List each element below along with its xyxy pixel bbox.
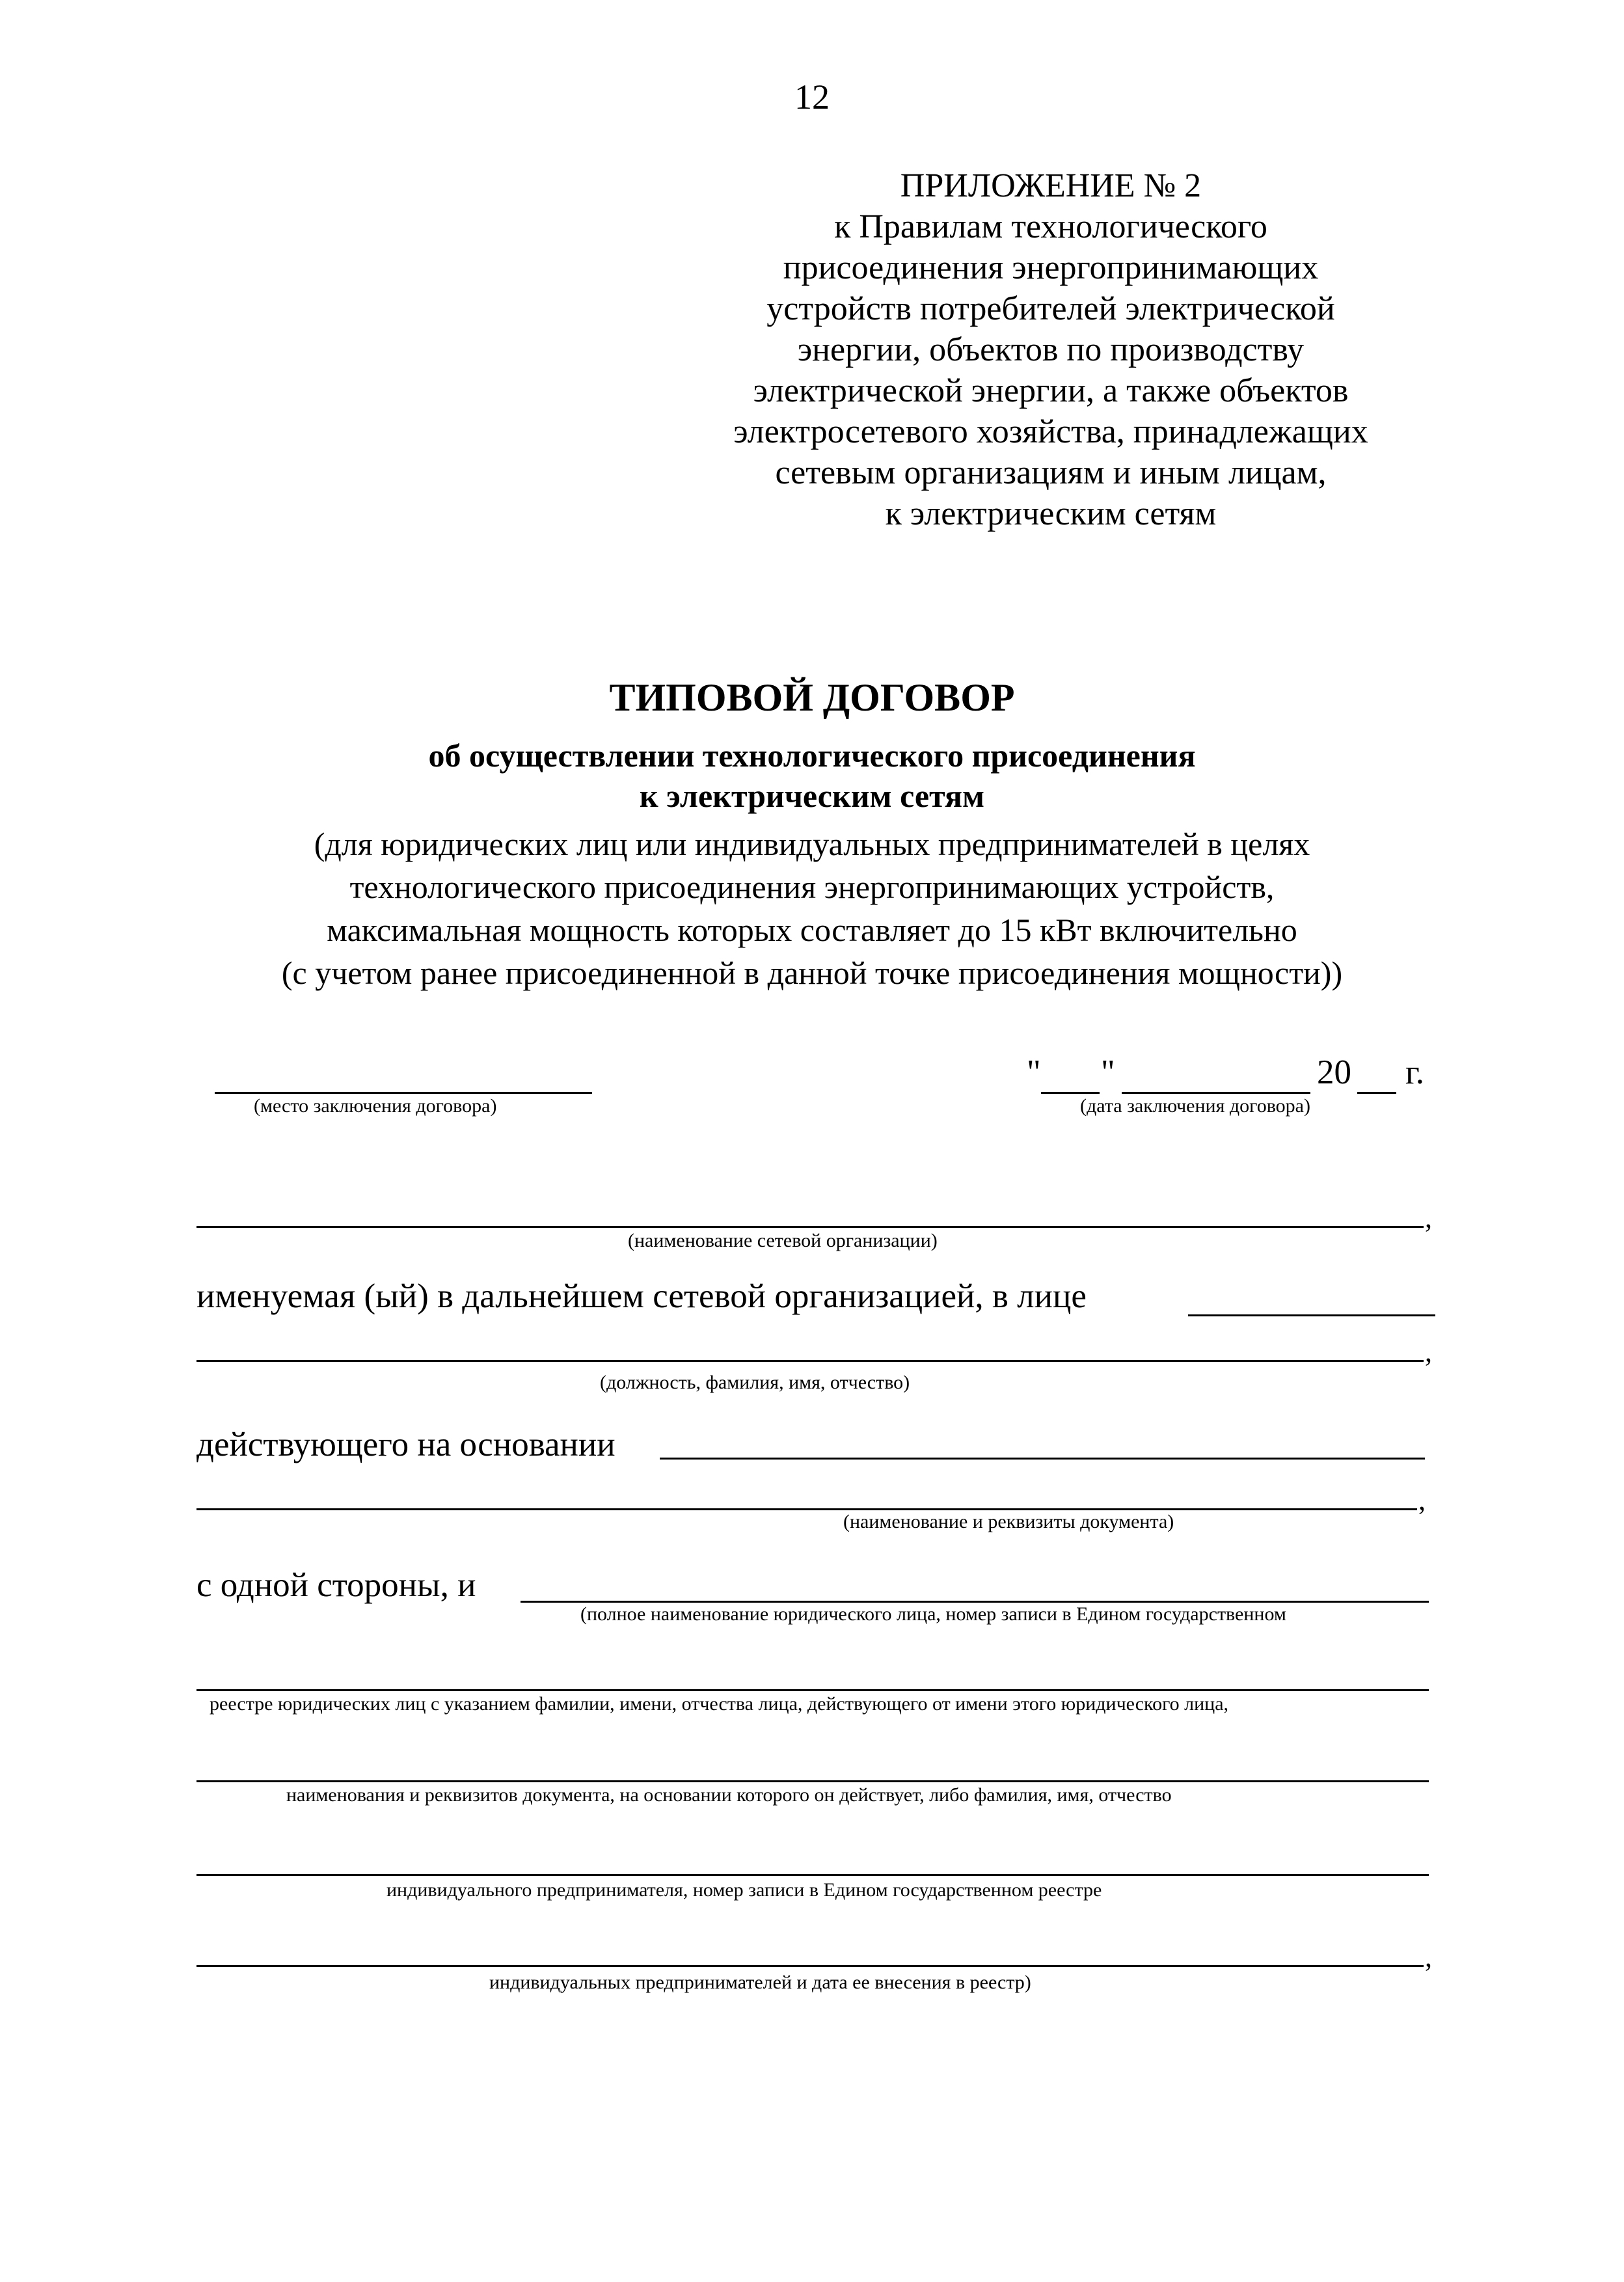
other-party-field-line-2[interactable] [196, 1689, 1429, 1691]
appendix-line: электрической энергии, а также объектов [753, 372, 1349, 409]
date-open-quote: " [1027, 1053, 1041, 1091]
date-day-line[interactable] [1041, 1092, 1100, 1094]
basis-caption: (наименование и реквизиты документа) [843, 1511, 1174, 1532]
subtitle-line: к электрическим сетям [639, 778, 985, 814]
appendix-line: сетевым организациям и иным лицам, [775, 454, 1327, 491]
date-month-line[interactable] [1122, 1092, 1310, 1094]
basis-text: действующего на основании [196, 1426, 616, 1463]
date-year-line[interactable] [1357, 1092, 1396, 1094]
appendix-line: присоединения энергопринимающих [783, 249, 1319, 286]
place-caption: (место заключения договора) [254, 1095, 497, 1117]
date-year-prefix: 20 [1317, 1053, 1351, 1091]
document-scope [0, 822, 1624, 994]
other-party-caption-4: индивидуального предпринимателя, номер записи в Едином государственном реестре [386, 1879, 1102, 1901]
appendix-line: устройств потребителей электрической [766, 290, 1335, 327]
other-party-text: с одной стороны, и [196, 1566, 476, 1604]
document-title: ТИПОВОЙ ДОГОВОР [609, 676, 1015, 719]
representative-field-line[interactable] [196, 1360, 1424, 1362]
appendix-line: ПРИЛОЖЕНИЕ № 2 [900, 167, 1202, 204]
represented-caption: (должность, фамилия, имя, отчество) [600, 1372, 910, 1393]
scope-line: максимальная мощность которых составляет до 15 кВт включительно [327, 912, 1297, 948]
network-org-field-line[interactable] [196, 1226, 1424, 1228]
scope-line: технологического присоединения энергопринимающих устройств, [349, 869, 1275, 905]
basis-field-line[interactable] [196, 1508, 1417, 1510]
other-party-comma: , [1425, 1941, 1432, 1973]
appendix-line: энергии, объектов по производству [797, 331, 1305, 368]
date-caption: (дата заключения договора) [1080, 1095, 1310, 1117]
appendix-header [664, 165, 1438, 534]
representative-field-line-short[interactable] [1188, 1314, 1435, 1316]
appendix-line: к электрическим сетям [885, 495, 1217, 532]
other-party-caption-3: наименования и реквизитов документа, на основании которого он действует, либо фамилия, имя, отчество [286, 1784, 1172, 1806]
network-org-comma: , [1425, 1202, 1432, 1234]
represented-comma: , [1425, 1336, 1432, 1368]
other-party-field-line-3[interactable] [196, 1780, 1429, 1782]
other-party-caption-5: индивидуальных предпринимателей и дата ее внесения в реестр) [489, 1972, 1031, 1993]
represented-text: именуемая (ый) в дальнейшем сетевой организацией, в лице [196, 1277, 1087, 1315]
date-year-suffix: г. [1405, 1053, 1425, 1091]
appendix-line: электросетевого хозяйства, принадлежащих [733, 413, 1368, 450]
appendix-line: к Правилам технологического [834, 208, 1267, 245]
other-party-field-line-4[interactable] [196, 1874, 1429, 1876]
date-close-quote: " [1101, 1053, 1115, 1091]
other-party-field-line-1[interactable] [521, 1601, 1429, 1603]
other-party-caption-2: реестре юридических лиц с указанием фамилии, имени, отчества лица, действующего от имени этого юридического лица, [210, 1693, 1229, 1715]
place-field-line[interactable] [215, 1092, 592, 1094]
basis-comma: , [1418, 1484, 1426, 1516]
page-number: 12 [794, 77, 830, 116]
scope-line: (для юридических лиц или индивидуальных предпринимателей в целях [314, 826, 1310, 862]
other-party-field-line-5[interactable] [196, 1965, 1424, 1967]
other-party-caption-1: (полное наименование юридического лица, номер записи в Едином государственном [580, 1603, 1286, 1625]
subtitle-line: об осуществлении технологического присоединения [428, 737, 1196, 774]
network-org-caption: (наименование сетевой организации) [628, 1230, 938, 1251]
basis-field-line-short[interactable] [660, 1458, 1425, 1460]
scope-line: (с учетом ранее присоединенной в данной точке присоединения мощности)) [281, 955, 1343, 991]
document-subtitle [0, 735, 1624, 816]
